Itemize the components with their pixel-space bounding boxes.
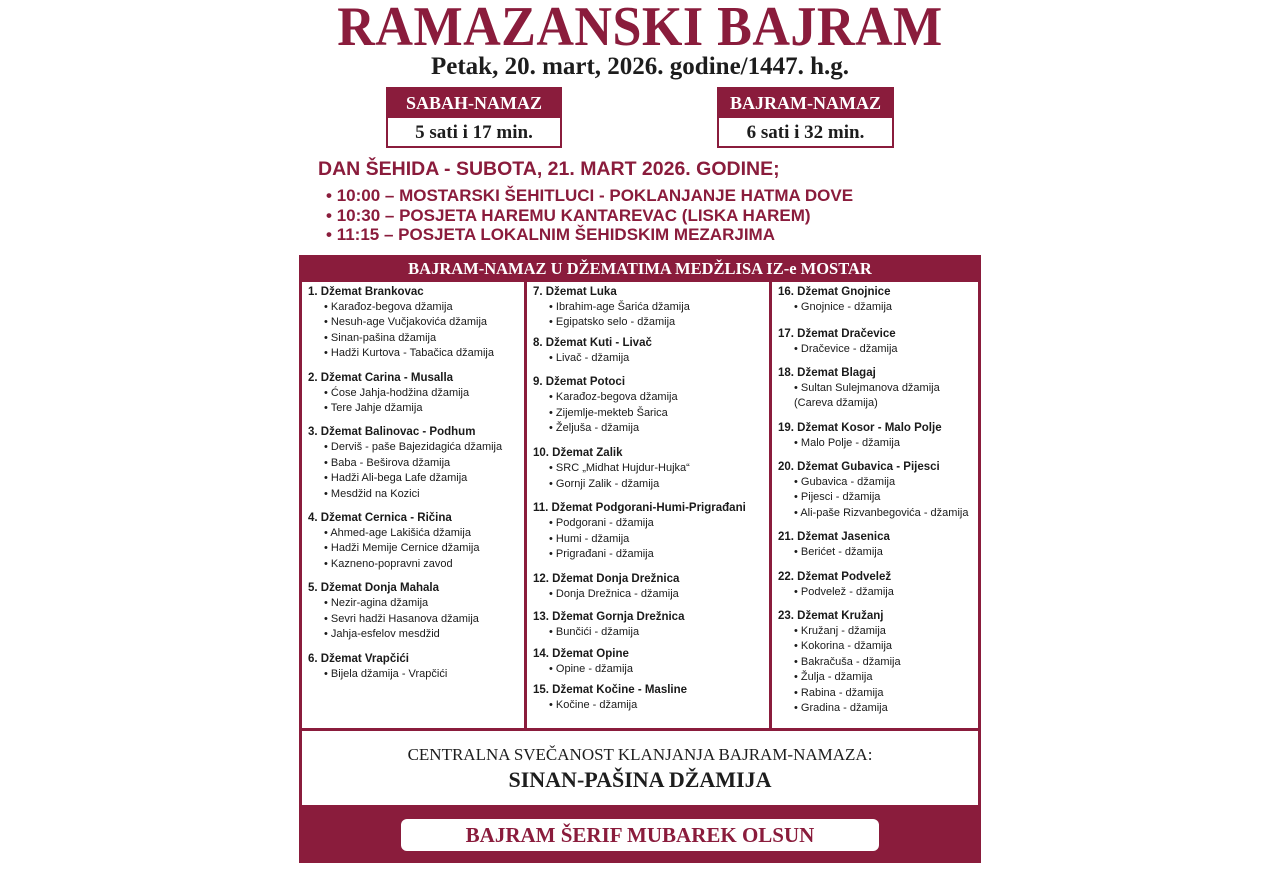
page-title: RAMAZANSKI BAJRAM — [337, 0, 943, 58]
dzemati-column-1 — [302, 282, 524, 728]
dzamija-item: • Bunčići - džamija — [549, 625, 765, 640]
dzamija-item: • Kružanj - džamija — [794, 624, 974, 639]
dzamija-item: • Dračevice - džamija — [794, 342, 974, 357]
dzamija-list — [533, 516, 765, 562]
dzamija-item: (Careva džamija) — [794, 397, 878, 410]
dzamija-item: • Gubavica - džamija — [794, 475, 974, 490]
dzemat-entry — [533, 683, 765, 713]
dzemati-column-2 — [527, 282, 769, 728]
dzamija-item: • Mesdžid na Kozici — [324, 487, 520, 502]
dzemat-entry — [778, 530, 974, 560]
dzamija-list — [308, 300, 520, 362]
dzemat-name: 9. Džemat Potoci — [533, 376, 626, 389]
dzemat-entry — [308, 652, 520, 682]
dzemat-name: 13. Džemat Gornja Drežnica — [533, 610, 685, 623]
central-ceremony-box — [302, 731, 978, 805]
dzemati-columns — [302, 282, 978, 728]
dzamija-item: • Humi - džamija — [549, 532, 765, 547]
dzemati-column-3 — [772, 282, 978, 728]
schedule-item: • 10:00 – MOSTARSKI ŠEHITLUCI - POKLANJANJE HATMA DOVE — [326, 186, 853, 206]
dzemat-entry — [778, 460, 974, 521]
dzamija-item: • Tere Jahje džamija — [324, 401, 520, 416]
dzamija-list — [778, 436, 974, 451]
dzamija-item: • Berićet - džamija — [794, 545, 974, 560]
dzemat-entry — [778, 366, 974, 412]
dzamija-list — [533, 625, 765, 640]
dzamija-item: • Derviš - paše Bajezidagića džamija — [324, 440, 520, 455]
dzamija-item: • Malo Polje - džamija — [794, 436, 974, 451]
dzamija-item: • Gornji Zalik - džamija — [549, 477, 765, 492]
dzemat-entry — [778, 421, 974, 451]
dzamija-item: • Pijesci - džamija — [794, 490, 974, 505]
dzamija-item: • Gnojnice - džamija — [794, 300, 974, 315]
dzamija-list — [308, 440, 520, 502]
dzamija-item: • Karađoz-begova džamija — [549, 390, 765, 405]
dzamija-item: • Bijela džamija - Vrapčići — [324, 667, 520, 682]
dzemat-name: 1. Džemat Brankovac — [308, 286, 424, 298]
dzemat-entry — [533, 285, 765, 331]
dzemat-name: 4. Džemat Cernica - Ričina — [308, 512, 452, 525]
dzemat-name: 8. Džemat Kuti - Livač — [533, 336, 652, 349]
dzamija-list — [778, 300, 974, 315]
dzemat-entry — [533, 647, 765, 677]
dzamija-item: • Kazneno-popravni zavod — [324, 557, 520, 572]
dzamija-item: • Hadži Kurtova - Tabačica džamija — [324, 346, 520, 361]
dzamija-item: • Egipatsko selo - džamija — [549, 315, 765, 330]
bajram-namaz-label: BAJRAM-NAMAZ — [719, 89, 892, 118]
dzemat-entry — [778, 570, 974, 600]
dan-sehida-heading: DAN ŠEHIDA - SUBOTA, 21. MART 2026. GODINE; — [318, 158, 780, 180]
dzemat-entry — [308, 425, 520, 502]
dzemat-entry — [778, 285, 974, 315]
dzemat-entry — [308, 581, 520, 642]
sabah-namaz-time: 5 sati i 17 min. — [415, 122, 533, 143]
dzemat-entry — [533, 336, 765, 366]
dzamija-item: • Nezir-agina džamija — [324, 596, 520, 611]
dzamija-list — [778, 624, 974, 716]
dzemat-name: 7. Džemat Luka — [533, 286, 617, 298]
dzamija-list — [308, 526, 520, 572]
dzemat-entry — [533, 446, 765, 492]
dzamija-item: • Ibrahim-age Šarića džamija — [549, 300, 765, 315]
dan-sehida-schedule — [326, 186, 853, 245]
dzamija-item: • Ćose Jahja-hodžina džamija — [324, 386, 520, 401]
dzemat-entry — [533, 610, 765, 640]
dzamija-item: • Rabina - džamija — [794, 686, 974, 701]
dzemat-name: 2. Džemat Carina - Musalla — [308, 371, 454, 384]
dzemat-name: 19. Džemat Kosor - Malo Polje — [778, 421, 942, 434]
dzamija-item: • Sultan Sulejmanova džamija — [794, 381, 974, 396]
dzamija-list — [778, 342, 974, 357]
sabah-namaz-label: SABAH-NAMAZ — [388, 89, 560, 118]
dzamija-list — [778, 585, 974, 600]
central-ceremony-label: CENTRALNA SVEČANOST KLANJANJA BAJRAM-NAMAZA: — [407, 745, 873, 764]
dzemat-name: 14. Džemat Opine — [533, 648, 629, 661]
dzamija-list — [308, 386, 520, 417]
dzemat-name: 12. Džemat Donja Drežnica — [533, 573, 680, 586]
dzamija-item: • Sevri hadži Hasanova džamija — [324, 612, 520, 627]
dzamija-item: • Žulja - džamija — [794, 670, 974, 685]
dzamija-item: • Nesuh-age Vučjakovića džamija — [324, 315, 520, 330]
dzamija-item: • Ali-paše Rizvanbegovića - džamija — [794, 506, 974, 521]
dzamija-list — [778, 545, 974, 560]
dzemat-entry — [778, 609, 974, 716]
central-ceremony-location: SINAN-PAŠINA DŽAMIJA — [508, 767, 772, 792]
dzemat-name: 3. Džemat Balinovac - Podhum — [308, 426, 476, 439]
dzamija-item: • Kokorina - džamija — [794, 639, 974, 654]
dzamija-list — [533, 662, 765, 677]
dzamija-item: • Baba - Beširova džamija — [324, 456, 520, 471]
dzemat-entry — [533, 375, 765, 436]
dzamija-list — [308, 596, 520, 642]
dzamija-list — [778, 475, 974, 521]
dzemat-name: 10. Džemat Zalik — [533, 447, 623, 460]
dzamija-list — [533, 587, 765, 602]
dzamija-list — [533, 390, 765, 436]
sabah-namaz-box — [386, 87, 562, 148]
bajram-namaz-box — [717, 87, 894, 148]
dzemat-entry — [533, 572, 765, 602]
dzamija-item: • Podvelež - džamija — [794, 585, 974, 600]
dzamija-item: • Kočine - džamija — [549, 698, 765, 713]
dzamija-list — [308, 667, 520, 682]
dzamija-item: • Podgorani - džamija — [549, 516, 765, 531]
dzamija-list — [533, 698, 765, 713]
dzemat-name: 15. Džemat Kočine - Masline — [533, 683, 688, 696]
dzemat-name: 5. Džemat Donja Mahala — [308, 582, 440, 595]
dzemat-entry — [308, 371, 520, 417]
dzamija-item: • SRC „Midhat Hujdur-Hujka“ — [549, 461, 765, 476]
dzamija-item: • Livač - džamija — [549, 351, 765, 366]
dzamija-item: • Hadži Ali-bega Lafe džamija — [324, 471, 520, 486]
dzemat-name: 11. Džemat Podgorani-Humi-Prigrađani — [533, 502, 746, 515]
dzemat-entry — [308, 285, 520, 362]
greeting-ribbon: BAJRAM ŠERIF MUBAREK OLSUN — [401, 819, 879, 851]
dzemat-entry — [533, 501, 765, 562]
dzamija-item: • Prigrađani - džamija — [549, 547, 765, 562]
dzemat-entry — [308, 511, 520, 572]
dzamija-item: • Karađoz-begova džamija — [324, 300, 520, 315]
dzamija-item: • Gradina - džamija — [794, 701, 974, 716]
dzemat-name: 18. Džemat Blagaj — [778, 366, 876, 379]
dzamija-list — [778, 381, 974, 412]
dzamija-list — [533, 351, 765, 366]
dzemat-name: 16. Džemat Gnojnice — [778, 286, 891, 298]
dzamija-item: • Sinan-pašina džamija — [324, 331, 520, 346]
dzemati-panel — [299, 255, 981, 863]
dzamija-item: • Opine - džamija — [549, 662, 765, 677]
dzemat-name: 23. Džemat Kružanj — [778, 610, 884, 623]
dzamija-item: • Bakračuša - džamija — [794, 655, 974, 670]
schedule-item: • 11:15 – POSJETA LOKALNIM ŠEHIDSKIM MEZARJIMA — [326, 225, 853, 245]
dzamija-item: • Donja Drežnica - džamija — [549, 587, 765, 602]
dzamija-item: • Jahja-esfelov mesdžid — [324, 627, 520, 642]
dzamija-list — [533, 300, 765, 331]
dzamija-item: • Hadži Memije Cernice džamija — [324, 541, 520, 556]
dzemat-name: 20. Džemat Gubavica - Pijesci — [778, 461, 940, 474]
schedule-item: • 10:30 – POSJETA HAREMU KANTAREVAC (LISKA HAREM) — [326, 206, 853, 226]
page-subtitle-date: Petak, 20. mart, 2026. godine/1447. h.g. — [430, 53, 850, 80]
dzamija-item: • Ahmed-age Lakišića džamija — [324, 526, 520, 541]
dzamija-list — [533, 461, 765, 492]
bajram-namaz-time: 6 sati i 32 min. — [746, 122, 865, 143]
dzemat-name: 22. Džemat Podvelež — [778, 570, 892, 583]
dzamija-item: • Zijemlje-mekteb Šarica — [549, 406, 765, 421]
dzemat-entry — [778, 327, 974, 357]
dzemat-name: 17. Džemat Dračevice — [778, 328, 896, 341]
panel-title: BAJRAM-NAMAZ U DŽEMATIMA MEDŽLISA IZ-e MOSTAR — [408, 259, 872, 278]
dzemat-name: 21. Džemat Jasenica — [778, 531, 890, 544]
dzemat-name: 6. Džemat Vrapčići — [308, 652, 409, 665]
dzamija-item: • Željuša - džamija — [549, 421, 765, 436]
